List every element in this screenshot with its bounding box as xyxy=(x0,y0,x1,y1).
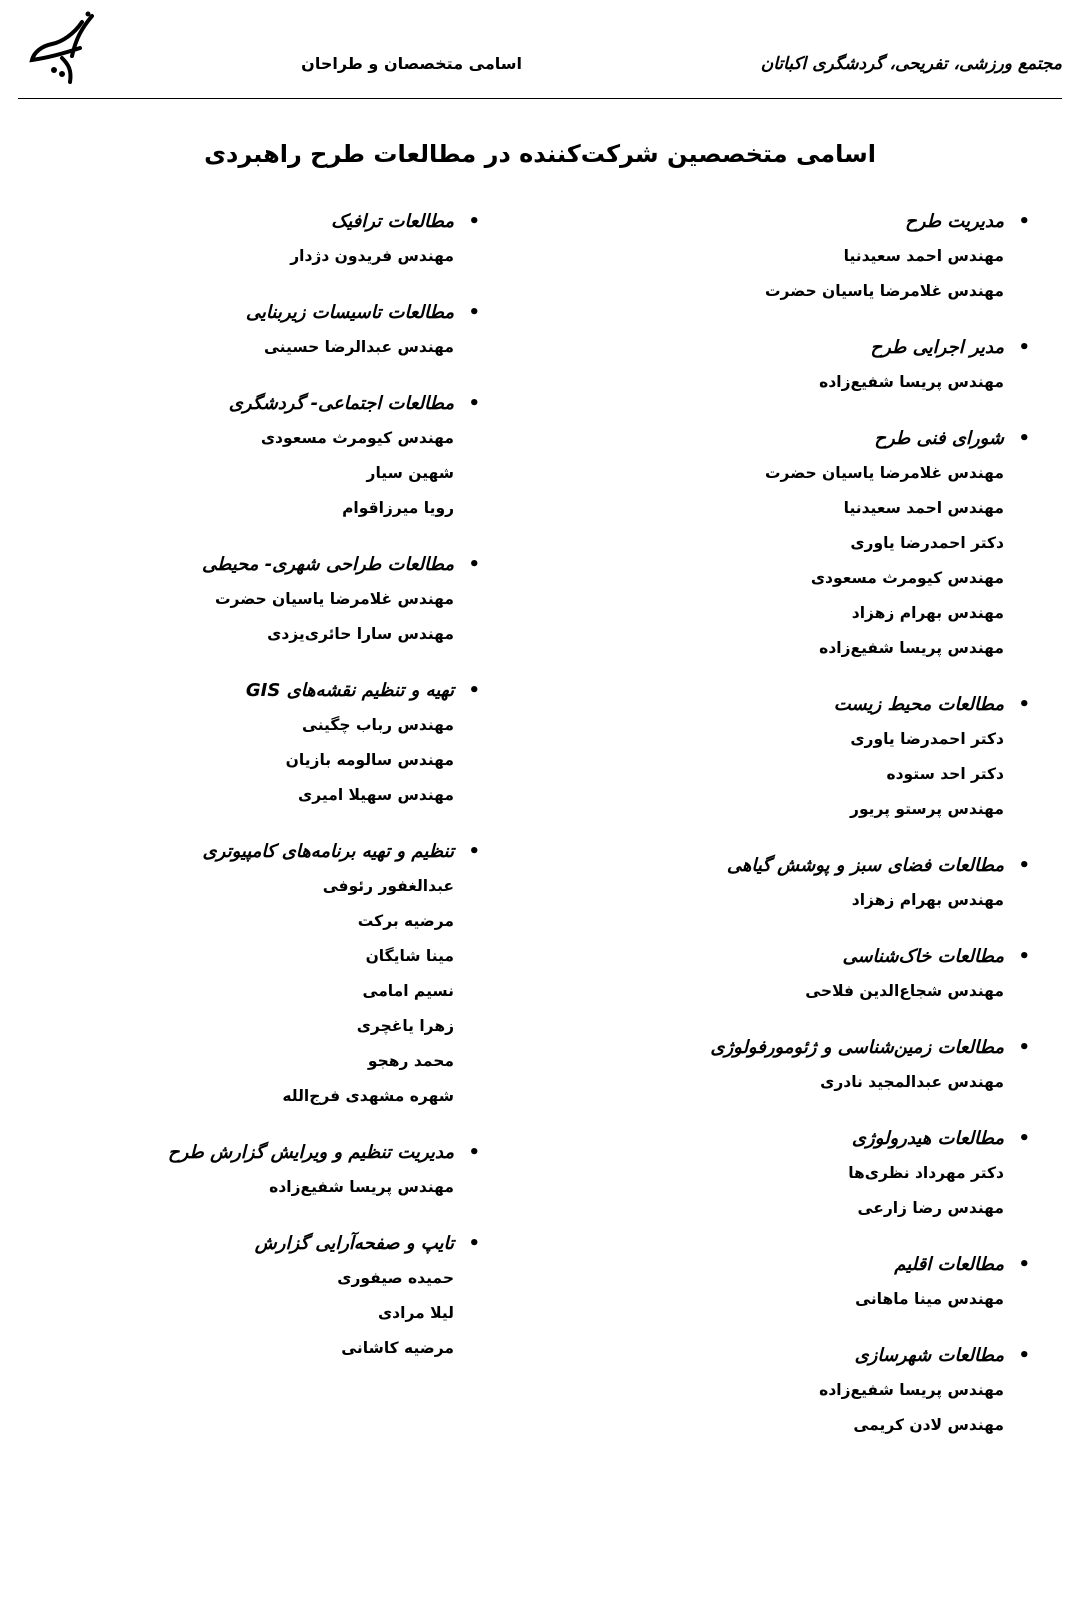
section-heading-text: شورای فنی طرح xyxy=(874,428,1004,449)
specialist-name: مهندس عبدالرضا حسینی xyxy=(263,338,454,356)
section-heading-text: مطالعات زمین‌شناسی و ژئومورفولوژی xyxy=(710,1037,1004,1058)
section-heading xyxy=(610,1248,1030,1282)
section-heading-text: تنظیم و تهیه برنامه‌های کامپیوتری xyxy=(202,841,454,862)
bullet-icon: • xyxy=(1018,855,1030,876)
bullet-icon: • xyxy=(1018,211,1030,232)
specialist-name: شهره مشهدی فرج‌الله xyxy=(282,1087,454,1105)
specialist-name: مهندس احمد سعیدنیا xyxy=(843,247,1004,265)
section-heading-text: مطالعات فضای سبز و پوشش گیاهی xyxy=(726,855,1004,876)
specialist-name: مهندس سارا حائری‌یزدی xyxy=(267,625,454,643)
section-heading-text: تایپ و صفحه‌آرایی گزارش xyxy=(254,1233,454,1254)
section-heading xyxy=(60,387,480,421)
section-heading xyxy=(60,548,480,582)
page-title: اسامی متخصصین شرکت‌کننده در مطالعات طرح راهبردی xyxy=(204,140,876,168)
specialist-name: مهندس سهیلا امیری xyxy=(298,786,454,804)
bullet-icon: • xyxy=(1018,694,1030,715)
bullet-icon: • xyxy=(468,393,480,414)
specialty-section xyxy=(60,674,480,813)
section-heading-text: مطالعات محیط زیست xyxy=(833,694,1004,715)
specialty-section xyxy=(610,205,1030,309)
specialist-name: مینا شایگان xyxy=(365,947,454,965)
bullet-icon: • xyxy=(468,1142,480,1163)
specialist-name: عبدالغفور رئوفی xyxy=(322,877,454,895)
specialist-name: نسیم امامی xyxy=(362,982,454,1000)
specialist-name: زهرا یاغچری xyxy=(356,1017,454,1035)
specialist-name: مهندس کیومرث مسعودی xyxy=(260,429,454,447)
specialist-name: مهندس فریدون دژدار xyxy=(290,247,454,265)
section-heading-text: مدیریت طرح xyxy=(905,211,1004,232)
specialist-name: دکتر مهرداد نظری‌ها xyxy=(848,1164,1004,1182)
specialist-name: مهندس احمد سعیدنیا xyxy=(843,499,1004,517)
section-heading-text: مطالعات شهرسازی xyxy=(854,1345,1004,1366)
specialist-name: لیلا مرادی xyxy=(377,1304,454,1322)
section-heading xyxy=(610,422,1030,456)
section-heading-text: مطالعات اجتماعی- گردشگری xyxy=(228,393,454,414)
specialty-section xyxy=(610,1248,1030,1317)
section-heading xyxy=(610,1031,1030,1065)
header-section-title: اسامی متخصصان و طراحان xyxy=(301,54,522,73)
specialist-name: مهندس بهرام زهزاد xyxy=(851,604,1004,622)
specialist-name: مهندس بهرام زهزاد xyxy=(851,891,1004,909)
specialty-section xyxy=(610,688,1030,827)
specialty-section xyxy=(60,387,480,526)
section-heading xyxy=(60,674,480,708)
bullet-icon: • xyxy=(468,680,480,701)
specialty-section xyxy=(610,1122,1030,1226)
section-heading xyxy=(60,205,480,239)
bullet-icon: • xyxy=(1018,946,1030,967)
right-column xyxy=(610,205,1030,1465)
specialist-name: شهین سیار xyxy=(366,464,454,482)
section-heading xyxy=(610,688,1030,722)
bullet-icon: • xyxy=(1018,428,1030,449)
specialty-section xyxy=(60,1136,480,1205)
specialty-section xyxy=(610,1339,1030,1443)
specialist-name: مهندس مینا ماهانی xyxy=(855,1290,1004,1308)
section-heading xyxy=(60,296,480,330)
specialist-name: مهندس پرستو پریور xyxy=(850,800,1004,818)
specialty-section xyxy=(610,940,1030,1009)
specialty-section xyxy=(610,422,1030,666)
section-heading-text: مدیریت تنظیم و ویرایش گزارش طرح xyxy=(168,1142,454,1163)
section-heading xyxy=(610,205,1030,239)
specialty-section xyxy=(60,548,480,652)
specialist-name: مهندس غلامرضا یاسیان حضرت xyxy=(214,590,454,608)
specialist-name: مهندس غلامرضا یاسیان حضرت xyxy=(764,464,1004,482)
header-project-title: مجتمع ورزشی، تفریحی، گردشگری اکباتان xyxy=(760,54,1062,74)
section-heading-text: مطالعات طراحی شهری- محیطی xyxy=(201,554,454,575)
bullet-icon: • xyxy=(468,211,480,232)
specialist-name: دکتر احد ستوده xyxy=(886,765,1004,783)
section-heading xyxy=(60,1136,480,1170)
specialist-name: مرضیه برکت xyxy=(357,912,454,930)
section-heading xyxy=(610,849,1030,883)
specialist-name: دکتر احمدرضا یاوری xyxy=(850,534,1004,552)
specialty-section xyxy=(60,205,480,274)
specialist-name: مهندس غلامرضا یاسیان حضرت xyxy=(764,282,1004,300)
specialist-name: مهندس عبدالمجید نادری xyxy=(820,1073,1004,1091)
company-logo xyxy=(22,8,106,92)
specialty-section xyxy=(60,296,480,365)
bullet-icon: • xyxy=(1018,1037,1030,1058)
specialty-section xyxy=(610,1031,1030,1100)
specialty-section xyxy=(610,331,1030,400)
bullet-icon: • xyxy=(1018,1128,1030,1149)
section-heading xyxy=(610,331,1030,365)
bullet-icon: • xyxy=(468,841,480,862)
section-heading-text: تهیه و تنظیم نقشه‌های GIS xyxy=(245,680,454,701)
specialist-name: مهندس پریسا شفیع‌زاده xyxy=(819,1381,1004,1399)
specialist-name: محمد رهجو xyxy=(367,1052,454,1070)
section-heading-text: مطالعات اقلیم xyxy=(894,1254,1004,1275)
section-heading-text: مطالعات تاسیسات زیربنایی xyxy=(245,302,454,323)
logo-icon xyxy=(22,8,106,92)
section-heading-text: مطالعات خاک‌شناسی xyxy=(842,946,1004,967)
section-heading xyxy=(60,1227,480,1261)
specialty-section xyxy=(610,849,1030,918)
section-heading xyxy=(60,835,480,869)
specialist-name: مهندس سالومه بازیان xyxy=(285,751,454,769)
bullet-icon: • xyxy=(468,554,480,575)
section-heading xyxy=(610,1339,1030,1373)
section-heading xyxy=(610,940,1030,974)
section-heading-text: مدیر اجرایی طرح xyxy=(870,337,1004,358)
specialty-section xyxy=(60,835,480,1114)
specialist-name: مهندس لادن کریمی xyxy=(853,1416,1004,1434)
specialist-name: مهندس شجاع‌الدین فلاحی xyxy=(805,982,1004,1000)
section-heading-text: مطالعات ترافیک xyxy=(331,211,454,232)
specialist-name: مهندس پریسا شفیع‌زاده xyxy=(269,1178,454,1196)
specialist-name: حمیده صیفوری xyxy=(337,1269,454,1287)
bullet-icon: • xyxy=(468,1233,480,1254)
specialty-section xyxy=(60,1227,480,1366)
specialist-name: مرضیه کاشانی xyxy=(341,1339,454,1357)
bullet-icon: • xyxy=(468,302,480,323)
specialist-name: مهندس پریسا شفیع‌زاده xyxy=(819,639,1004,657)
left-column xyxy=(60,205,480,1388)
section-heading xyxy=(610,1122,1030,1156)
bullet-icon: • xyxy=(1018,1254,1030,1275)
specialist-name: دکتر احمدرضا یاوری xyxy=(850,730,1004,748)
bullet-icon: • xyxy=(1018,1345,1030,1366)
specialist-name: مهندس رباب چگینی xyxy=(302,716,454,734)
bullet-icon: • xyxy=(1018,337,1030,358)
specialist-name: رویا میرزاقوام xyxy=(342,499,454,517)
specialist-name: مهندس رضا زارعی xyxy=(857,1199,1004,1217)
section-heading-text: مطالعات هیدرولوژی xyxy=(851,1128,1004,1149)
specialist-name: مهندس کیومرث مسعودی xyxy=(810,569,1004,587)
specialist-name: مهندس پریسا شفیع‌زاده xyxy=(819,373,1004,391)
page-header xyxy=(18,8,1062,99)
